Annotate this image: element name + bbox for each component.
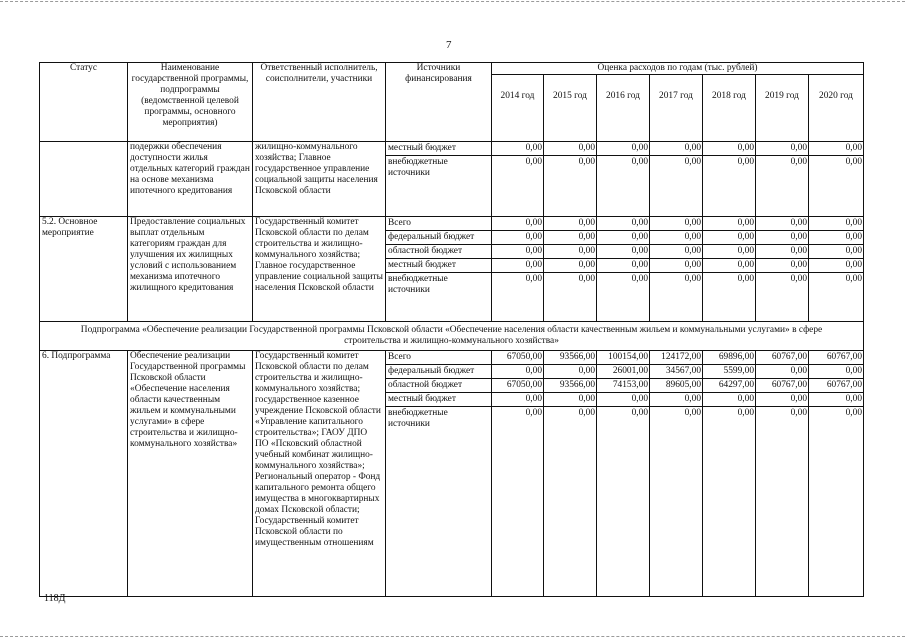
amount-value: 124172,00 [650,351,702,365]
amount-value: 74153,00 [597,379,649,393]
amount-value: 0,00 [756,217,808,231]
funding-source: Всего [386,217,491,231]
amount-value: 0,00 [650,217,702,231]
header-year: 2018 год [703,75,756,142]
amount-value: 0,00 [809,245,863,259]
amount-value: 93566,00 [544,379,596,393]
amount-value: 0,00 [631,274,648,284]
amount-value: 0,00 [544,217,596,231]
header-estimate: Оценка расходов по годам (тыс. рублей) [492,63,864,75]
source-cell [386,351,492,597]
value-cell [492,217,544,322]
amount-value: 100154,00 [597,351,649,365]
subprogram-title: Подпрограмма «Обеспечение реализации Государственной программы Псковской области «Обеспечение населения области качественным жильем и коммунальными услугами» в сфере строительства и жилищно-коммунального хозяйства» [40,322,864,351]
executor-cell: Государственный комитет Псковской области по делам строительства и жилищно-коммунального хозяйства; государственное казенное учреждение Псковской области «Управление капитального строительства»; ГАОУ ДПО ПО «Псковский областной учебный комбинат жилищно-коммунального хозяйства»; Региональный оператор - Фонд капитального ремонта общего имущества в многоквартирных домах Псковской области; Государственный комитет Псковской области по имущественным отношениям [253,351,386,597]
amount-value: 0,00 [525,157,542,167]
value-cell [809,351,864,597]
amount-value: 0,00 [756,365,808,379]
amount-value: 0,00 [544,393,596,407]
amount-value: 34567,00 [650,365,702,379]
amount-value: 0,00 [809,217,863,231]
amount-value: 0,00 [737,157,754,167]
amount-value: 67050,00 [492,351,543,365]
amount-value: 0,00 [756,142,808,156]
name-cell: подержки обеспечения доступности жилья отдельных категорий граждан на основе механизма ипотечного кредитования [128,142,253,217]
value-cell [544,142,597,217]
amount-value: 0,00 [703,393,755,407]
amount-value: 0,00 [809,393,863,407]
amount-value: 0,00 [650,245,702,259]
scan-edge-top [0,1,905,2]
value-cell [544,351,597,597]
expense-table [39,62,864,597]
value-cell [544,217,597,322]
executor-cell: жилищно-коммунального хозяйства; Главное государственное управление социальной защиты населения Псковской области [253,142,386,217]
funding-source: местный бюджет [386,259,491,273]
amount-value: 0,00 [790,274,807,284]
amount-value: 0,00 [684,408,701,418]
value-cell [597,142,650,217]
header-name: Наименование государственной программы, подпрограммы (ведомственной целевой программы, основного мероприятия) [128,63,253,142]
amount-value: 26001,00 [597,365,649,379]
header-row [40,63,864,75]
amount-value: 0,00 [597,231,649,245]
table-row [40,351,864,597]
amount-value: 0,00 [544,365,596,379]
amount-value: 60767,00 [756,351,808,365]
amount-value: 0,00 [492,365,543,379]
amount-value: 0,00 [703,231,755,245]
value-cell [809,217,864,322]
status-cell [40,142,128,217]
subprogram-title-row [40,322,864,351]
amount-value: 0,00 [684,157,701,167]
amount-value: 0,00 [756,231,808,245]
value-cell [492,142,544,217]
amount-value: 0,00 [597,142,649,156]
amount-value: 0,00 [492,217,543,231]
header-year: 2019 год [756,75,809,142]
table-row [40,142,864,217]
amount-value: 0,00 [597,245,649,259]
funding-source: областной бюджет [386,379,491,393]
header-status: Статус [40,63,128,142]
status-cell: 6. Подпрограмма [40,351,128,597]
amount-value: 0,00 [544,142,596,156]
amount-value: 67050,00 [492,379,543,393]
name-cell: Предоставление социальных выплат отдельным категориям граждан для улучшения их жилищных условий с использованием механизма ипотечного жилищного кредитования [128,217,253,322]
amount-value: 0,00 [578,274,595,284]
funding-source: местный бюджет [386,142,491,156]
funding-source: Всего [386,351,491,365]
header-year: 2016 год [597,75,650,142]
amount-value: 0,00 [631,408,648,418]
value-cell [597,351,650,597]
amount-value: 0,00 [650,231,702,245]
amount-value: 93566,00 [544,351,596,365]
amount-value: 0,00 [650,259,702,273]
header-executor: Ответственный исполнитель, соисполнители, участники [253,63,386,142]
value-cell [703,142,756,217]
status-cell: 5.2. Основное мероприятие [40,217,128,322]
value-cell [756,351,809,597]
amount-value: 0,00 [544,259,596,273]
amount-value: 0,00 [756,259,808,273]
amount-value: 0,00 [809,365,863,379]
table-row [40,217,864,322]
funding-source: внебюджетные источники [388,157,448,178]
amount-value: 60767,00 [756,379,808,393]
amount-value: 0,00 [492,231,543,245]
page-number: 7 [446,39,452,51]
amount-value: 0,00 [703,217,755,231]
value-cell [492,351,544,597]
amount-value: 0,00 [809,231,863,245]
amount-value: 0,00 [578,408,595,418]
amount-value: 0,00 [809,142,863,156]
value-cell [597,217,650,322]
amount-value: 0,00 [737,408,754,418]
amount-value: 0,00 [703,259,755,273]
funding-source: внебюджетные источники [388,274,448,295]
amount-value: 0,00 [756,393,808,407]
amount-value: 0,00 [492,259,543,273]
name-cell: Обеспечение реализации Государственной программы Псковской области «Обеспечение населения области качественным жильем и коммунальными услугами» в сфере строительства и жилищно-коммунального хозяйства» [128,351,253,597]
amount-value: 0,00 [703,142,755,156]
amount-value: 0,00 [845,408,862,418]
source-cell [386,217,492,322]
amount-value: 5599,00 [703,365,755,379]
amount-value: 60767,00 [809,379,863,393]
header-year: 2017 год [650,75,703,142]
header-year: 2014 год [492,75,544,142]
amount-value: 69896,00 [703,351,755,365]
source-cell [386,142,492,217]
scan-edge-bottom [0,636,905,637]
amount-value: 0,00 [809,259,863,273]
amount-value: 0,00 [544,245,596,259]
footer-code: 118Д [44,593,66,604]
amount-value: 64297,00 [703,379,755,393]
amount-value: 0,00 [597,259,649,273]
value-cell [650,217,703,322]
amount-value: 0,00 [790,157,807,167]
value-cell [650,351,703,597]
header-source: Источники финансирования [386,63,492,142]
amount-value: 0,00 [597,217,649,231]
amount-value: 0,00 [684,274,701,284]
amount-value: 0,00 [650,142,702,156]
value-cell [703,217,756,322]
executor-cell: Государственный комитет Псковской области по делам строительства и жилищно-коммунального хозяйства; Главное государственное управление социальной защиты населения Псковской области [253,217,386,322]
amount-value: 0,00 [544,231,596,245]
amount-value: 0,00 [631,157,648,167]
amount-value: 0,00 [845,157,862,167]
amount-value: 0,00 [597,393,649,407]
amount-value: 0,00 [492,245,543,259]
amount-value: 0,00 [650,393,702,407]
value-cell [809,142,864,217]
funding-source: федеральный бюджет [386,231,491,245]
amount-value: 0,00 [492,142,543,156]
funding-source: федеральный бюджет [386,365,491,379]
amount-value: 0,00 [756,245,808,259]
amount-value: 0,00 [845,274,862,284]
amount-value: 60767,00 [809,351,863,365]
amount-value: 0,00 [578,157,595,167]
funding-source: внебюджетные источники [388,408,448,429]
funding-source: областной бюджет [386,245,491,259]
amount-value: 89605,00 [650,379,702,393]
amount-value: 0,00 [525,274,542,284]
value-cell [756,142,809,217]
value-cell [650,142,703,217]
amount-value: 0,00 [790,408,807,418]
funding-source: местный бюджет [386,393,491,407]
amount-value: 0,00 [703,245,755,259]
value-cell [703,351,756,597]
amount-value: 0,00 [737,274,754,284]
header-year: 2020 год [809,75,864,142]
header-year: 2015 год [544,75,597,142]
amount-value: 0,00 [525,408,542,418]
amount-value: 0,00 [492,393,543,407]
value-cell [756,217,809,322]
